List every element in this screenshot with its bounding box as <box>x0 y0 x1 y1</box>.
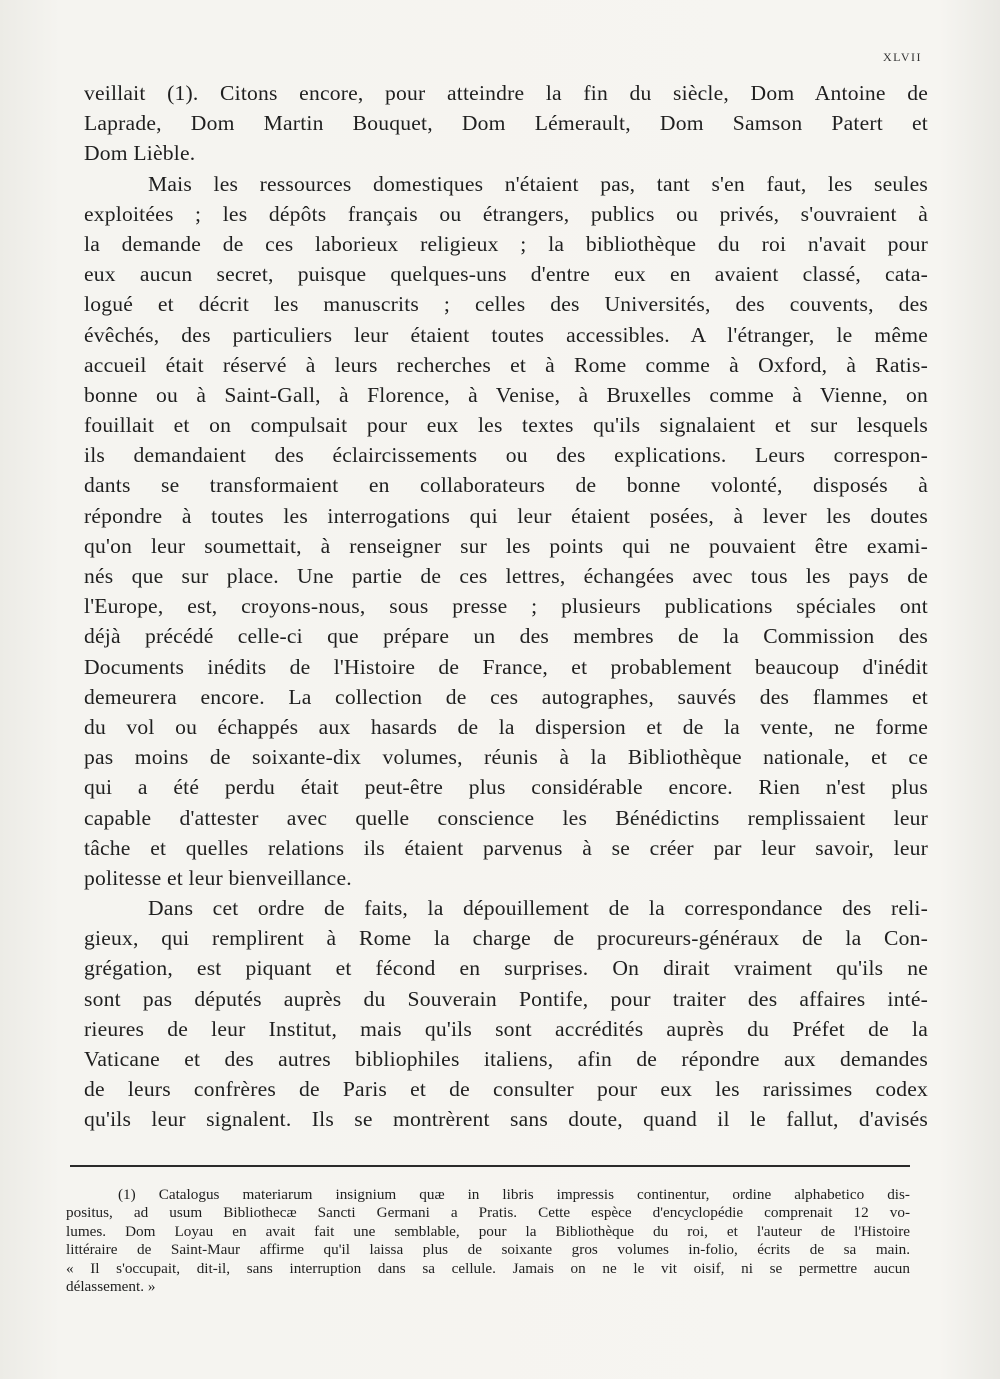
text-line: qu'on leur soumettait, à renseigner sur les points qui ne pouvaient être exami- <box>84 533 928 558</box>
footnote-line: littéraire de Saint-Maur affirme qu'il laissa plus de soixante gros volumes in-folio, écrits de sa main. <box>66 1241 910 1259</box>
text-line: fouillait et on compulsait pour eux les textes qu'ils signalaient et sur lesquels <box>84 413 928 438</box>
text-line: veillait (1). Citons encore, pour atteindre la fin du siècle, Dom Antoine de <box>84 81 928 105</box>
text-line: de leurs confrères de Paris et de consulter pour eux les rarissimes codex <box>84 1077 928 1102</box>
text-line: politesse et leur bienveillance. <box>84 865 352 890</box>
text-line: Documents inédits de l'Histoire de France, et probablement beaucoup d'inédit <box>84 654 928 679</box>
text-line: exploitées ; les dépôts français ou étrangers, publics ou privés, s'ouvraient à <box>84 201 928 226</box>
text-line: rieures de leur Institut, mais qu'ils sont accrédités auprès du Préfet de la <box>84 1016 928 1041</box>
text-line: sont pas députés auprès du Souverain Pontife, pour traiter des affaires inté- <box>84 986 928 1011</box>
text-line: tâche et quelles relations ils étaient parvenus à se créer par leur savoir, leur <box>84 835 928 860</box>
text-line: la demande de ces laborieux religieux ; la bibliothèque du roi n'avait pour <box>84 231 928 256</box>
text-line: du vol ou échappés aux hasards de la dispersion et de la vente, ne forme <box>84 714 928 739</box>
footnote-line: positus, ad usum Bibliothecæ Sancti Germani a Pratis. Cette espèce d'encyclopédie comprenait 12 vo- <box>66 1204 910 1222</box>
text-line: capable d'attester avec quelle conscience les Bénédictins remplissaient leur <box>84 805 928 830</box>
text-line: pas moins de soixante-dix volumes, réunis à la Bibliothèque nationale, et ce <box>84 745 928 770</box>
footnote-separator <box>70 1165 910 1167</box>
text-line: l'Europe, est, croyons-nous, sous presse ; plusieurs publications spéciales ont <box>84 594 928 619</box>
footnote-line: « Il s'occupait, dit-il, sans interruption dans sa cellule. Jamais on ne le vit oisif, ni se permettre aucun <box>66 1259 910 1277</box>
text-line: Mais les ressources domestiques n'étaient pas, tant s'en faut, les seules <box>148 171 928 196</box>
text-line: Dom Lièble. <box>84 141 196 166</box>
text-line: Dans cet ordre de faits, la dépouillement de la correspondance des reli- <box>148 896 928 921</box>
text-line: bonne ou à Saint-Gall, à Florence, à Venise, à Bruxelles comme à Vienne, on <box>84 382 928 407</box>
text-line: dants se transformaient en collaborateurs de bonne volonté, disposés à <box>84 473 928 498</box>
text-line: ils demandaient des éclaircissements ou des explications. Leurs correspon- <box>84 443 928 468</box>
text-line: gieux, qui remplirent à Rome la charge de procureurs-généraux de la Con- <box>84 926 928 951</box>
page-number: XLVII <box>882 50 922 64</box>
footnote-line: (1) Catalogus materiarum insignium quæ in libris impressis continentur, ordine alphabetico dis- <box>118 1186 910 1203</box>
text-line: qu'ils leur signalent. Ils se montrèrent sans doute, quand il le fallut, d'avisés <box>84 1107 928 1132</box>
footnote-line: lumes. Dom Loyau en avait fait une semblable, pour la Bibliothèque du roi, et l'auteur de l'Histoire <box>66 1222 910 1240</box>
text-line: accueil était réservé à leurs recherches et à Rome comme à Oxford, à Ratis- <box>84 352 928 377</box>
text-line: demeurera encore. La collection de ces autographes, sauvés des flammes et <box>84 684 928 709</box>
text-line: Vaticane et des autres bibliophiles italiens, afin de répondre aux demandes <box>84 1047 928 1071</box>
text-line: eux aucun secret, puisque quelques-uns d'entre eux en avaient classé, cata- <box>84 262 928 287</box>
main-text-block <box>84 78 928 1135</box>
footnote-block <box>66 1186 910 1296</box>
text-line: qui a été perdu était peut-être plus considérable encore. Rien n'est plus <box>84 775 928 800</box>
text-line: déjà précédé celle-ci que prépare un des membres de la Commission des <box>84 624 928 649</box>
text-line: Laprade, Dom Martin Bouquet, Dom Lémerault, Dom Samson Patert et <box>84 111 928 136</box>
text-line: évêchés, des particuliers leur étaient toutes accessibles. A l'étranger, le même <box>84 322 928 347</box>
text-line: grégation, est piquant et fécond en surprises. On dirait vraiment qu'ils ne <box>84 956 928 981</box>
text-line: répondre à toutes les interrogations qui leur étaient posées, à lever les doutes <box>84 503 928 528</box>
text-line: nés que sur place. Une partie de ces lettres, échangées avec tous les pays de <box>84 564 928 588</box>
text-line: logué et décrit les manuscrits ; celles des Universités, des couvents, des <box>84 292 928 317</box>
footnote-line: délassement. » <box>66 1277 156 1295</box>
